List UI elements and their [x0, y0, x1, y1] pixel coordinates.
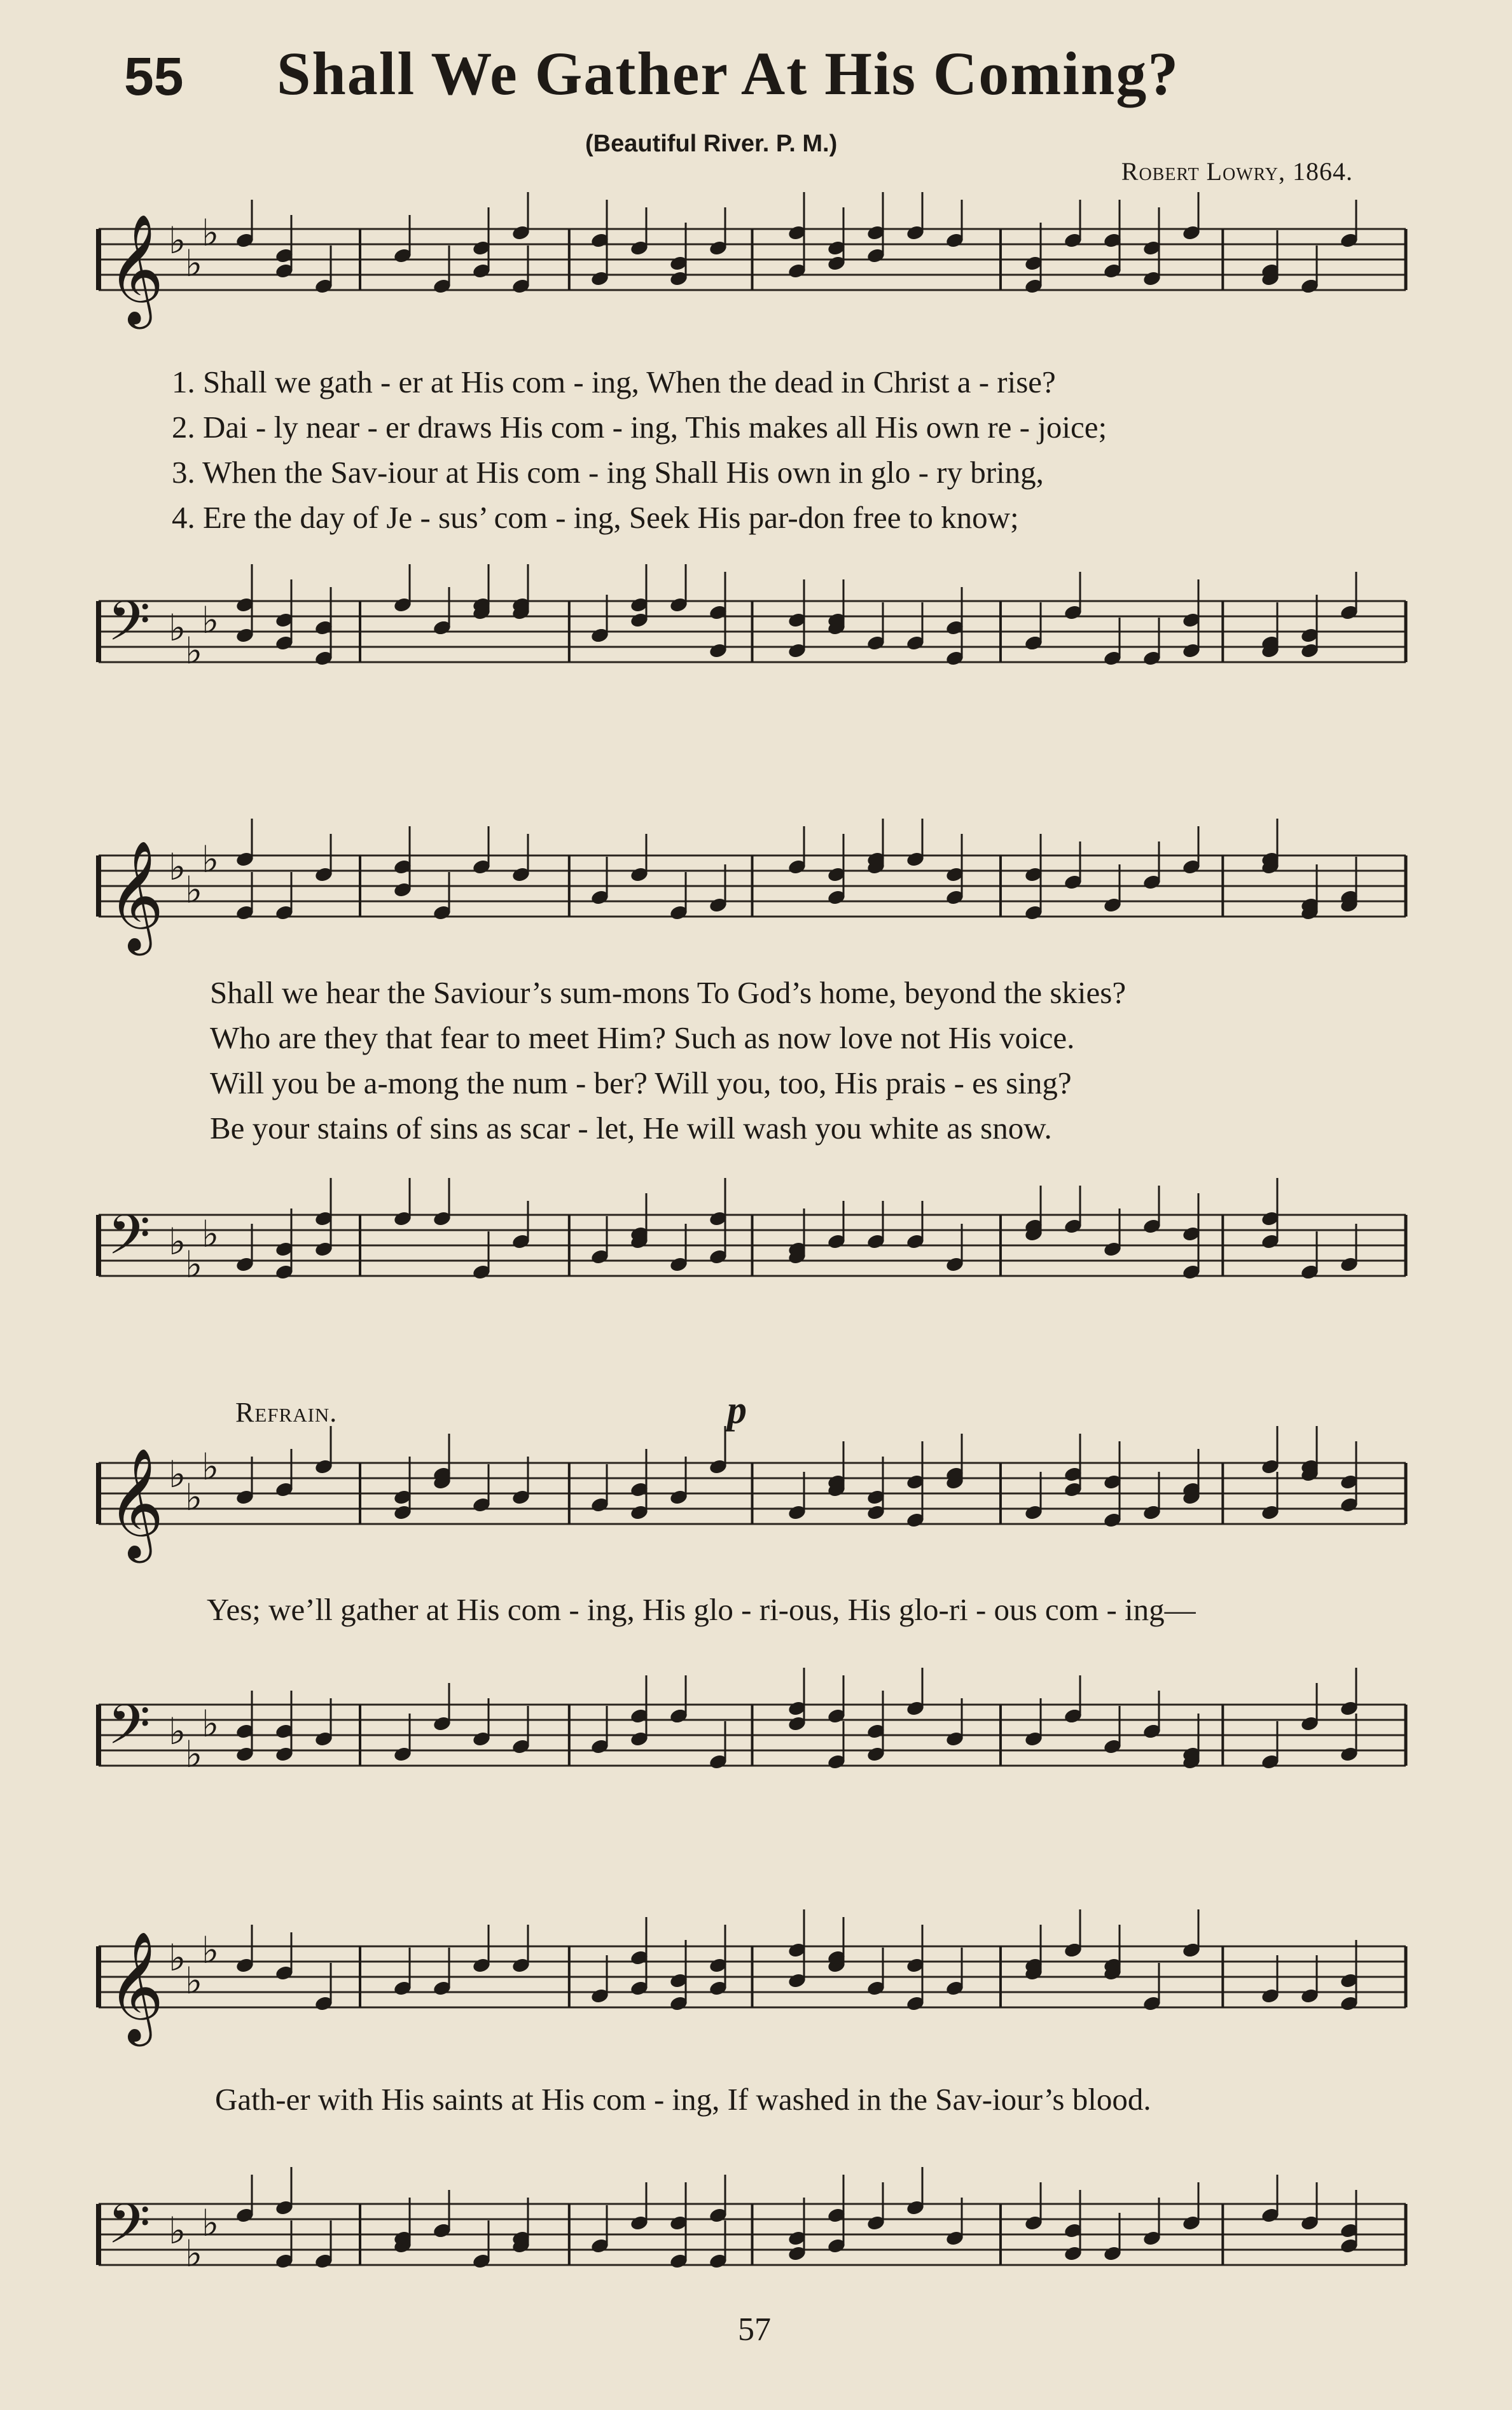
svg-text:♭: ♭	[169, 606, 186, 649]
svg-text:𝄞: 𝄞	[108, 840, 164, 951]
svg-text:♭: ♭	[169, 1453, 186, 1496]
verse-2-line-2: Who are they that fear to meet Him? Such as now love not His voice.	[210, 1020, 1075, 1055]
hymn-title: Shall We Gather At His Coming?	[277, 39, 1180, 107]
staff-treble	[99, 211, 1406, 324]
svg-text:♭: ♭	[202, 838, 219, 881]
staff-treble	[99, 1929, 1406, 2042]
dynamic-marking: p	[727, 1389, 747, 1432]
composer-credit: Robert Lowry, 1864.	[1121, 157, 1353, 186]
svg-text:♭: ♭	[202, 211, 219, 254]
verse-4-line-2: Be your stains of sins as scar - let, He will wash you white as snow.	[210, 1111, 1052, 1146]
svg-text:♭: ♭	[185, 629, 203, 672]
svg-text:♭: ♭	[185, 2232, 203, 2275]
tune-name: (Beautiful River. P. M.)	[585, 130, 838, 157]
svg-text:♭: ♭	[169, 1936, 186, 1979]
verse-1-line-1: 1. Shall we gath - er at His com - ing, When the dead in Christ a - rise?	[172, 364, 1056, 399]
verse-2-line-1: 2. Dai - ly near - er draws His com - ing, This makes all His own re - joice;	[172, 410, 1107, 445]
svg-text:♭: ♭	[185, 1959, 203, 2002]
svg-text:𝄞: 𝄞	[108, 1931, 164, 2042]
verse-lyrics-line1	[172, 359, 1107, 540]
staff-bass	[99, 1693, 1406, 1776]
refrain-line-1: Yes; we’ll gather at His com - ing, His glo - ri-ous, His glo-ri - ous com - ing—	[207, 1592, 1196, 1627]
verse-4-line-1: 4. Ere the day of Je - sus’ com - ing, Seek His par-don free to know;	[172, 500, 1019, 535]
svg-text:𝄢: 𝄢	[108, 1693, 151, 1770]
svg-text:♭: ♭	[202, 599, 219, 642]
svg-text:𝄞: 𝄞	[108, 214, 164, 324]
svg-text:♭: ♭	[169, 1710, 186, 1753]
refrain-line-2: Gath-er with His saints at His com - ing, If washed in the Sav-iour’s blood.	[215, 2082, 1151, 2117]
svg-text:♭: ♭	[185, 1243, 203, 1286]
svg-text:𝄢: 𝄢	[108, 1203, 151, 1280]
svg-text:♭: ♭	[169, 1220, 186, 1263]
verse-3-line-2: Will you be a-mong the num - ber? Will you, too, His prais - es sing?	[210, 1065, 1072, 1100]
svg-text:𝄢: 𝄢	[108, 589, 151, 667]
page-number: 57	[738, 2311, 771, 2348]
staff-treble	[99, 838, 1406, 951]
svg-text:♭: ♭	[202, 1445, 219, 1488]
staff-bass	[99, 2192, 1406, 2275]
verse-lyrics-line2	[210, 970, 1126, 1151]
svg-text:♭: ♭	[169, 219, 186, 262]
svg-text:♭: ♭	[202, 1702, 219, 1745]
svg-text:♭: ♭	[169, 845, 186, 889]
svg-text:♭: ♭	[169, 2209, 186, 2252]
svg-text:♭: ♭	[185, 1476, 203, 1519]
svg-text:♭: ♭	[185, 1733, 203, 1776]
svg-text:♭: ♭	[185, 242, 203, 285]
staff-bass	[99, 1203, 1406, 1286]
refrain-lyrics-1	[207, 1587, 1196, 1632]
hymn-number: 55	[124, 46, 184, 106]
refrain-lyrics-2	[215, 2077, 1151, 2122]
svg-text:𝄞: 𝄞	[108, 1448, 164, 1558]
refrain-label: Refrain.	[235, 1397, 338, 1428]
verse-1-line-2: Shall we hear the Saviour’s sum-mons To God’s home, beyond the skies?	[210, 975, 1127, 1010]
svg-text:♭: ♭	[202, 2201, 219, 2245]
verse-3-line-1: 3. When the Sav-iour at His com - ing Shall His own in glo - ry bring,	[172, 455, 1044, 490]
svg-text:♭: ♭	[202, 1212, 219, 1256]
svg-text:♭: ♭	[185, 868, 203, 911]
svg-text:𝄢: 𝄢	[108, 2192, 151, 2269]
svg-text:♭: ♭	[202, 1929, 219, 1972]
staff-treble	[99, 1445, 1406, 1558]
staff-bass	[99, 589, 1406, 672]
